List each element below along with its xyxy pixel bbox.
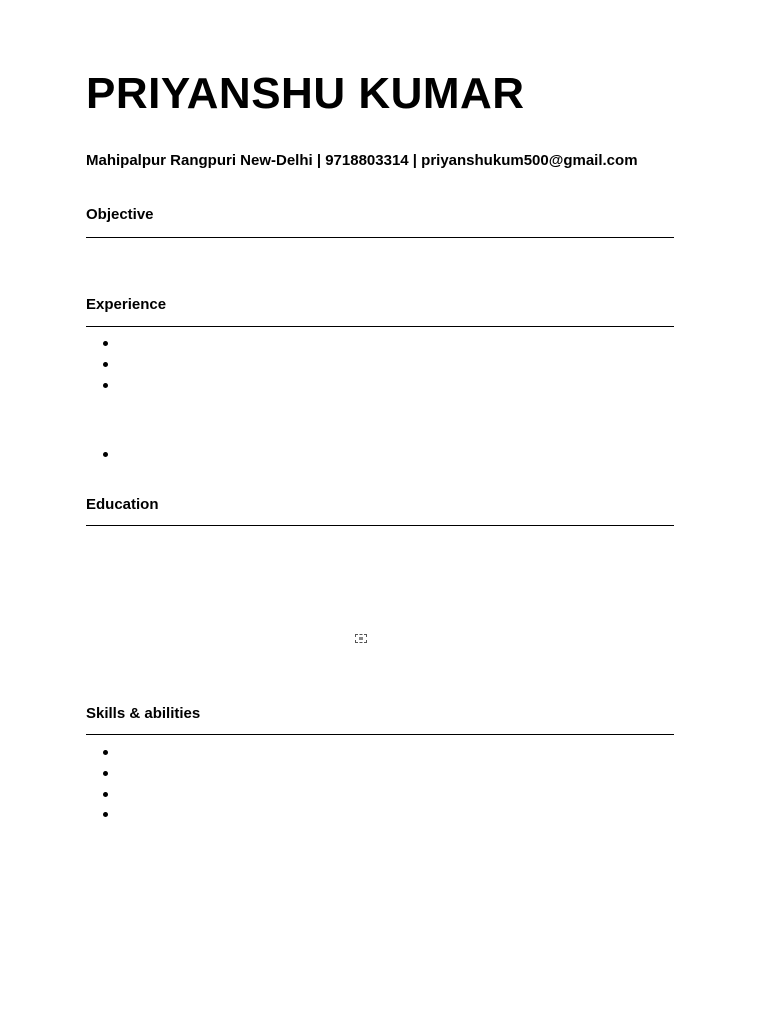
section-title-objective: Objective xyxy=(86,206,154,223)
experience-bullet xyxy=(103,452,108,457)
section-title-experience: Experience xyxy=(86,296,167,313)
skills-bullet xyxy=(103,750,108,755)
experience-bullet xyxy=(103,341,108,346)
contact-line: Mahipalpur Rangpuri New-Delhi | 9718803314 | priyanshukum500@gmail.com xyxy=(86,152,638,169)
experience-bullet xyxy=(103,362,108,367)
section-divider-objective xyxy=(86,237,674,238)
section-title-skills: Skills & abilities xyxy=(86,705,201,722)
section-divider-experience xyxy=(86,326,674,327)
skills-bullet xyxy=(103,792,108,797)
section-title-education: Education xyxy=(86,496,159,513)
image-placeholder-icon xyxy=(355,634,367,643)
skills-bullet xyxy=(103,771,108,776)
resume-name: PRIYANSHU KUMAR xyxy=(86,69,525,118)
experience-bullet xyxy=(103,383,108,388)
skills-bullet xyxy=(103,812,108,817)
section-divider-education xyxy=(86,525,674,526)
section-divider-skills xyxy=(86,734,674,735)
